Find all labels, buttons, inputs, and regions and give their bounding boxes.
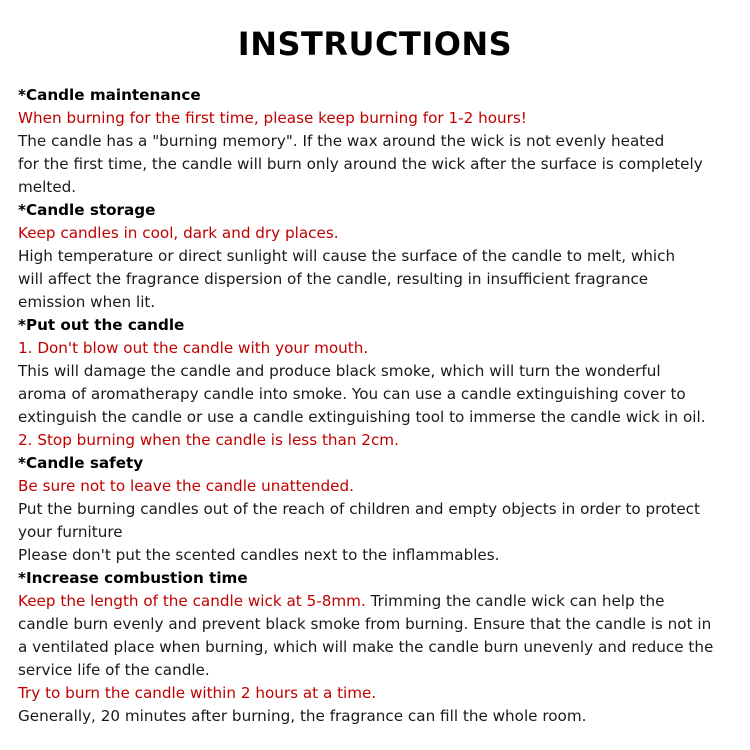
put-out-text-line: extinguish the candle or use a candle extinguishing tool to immerse the candle wick in oil. xyxy=(18,408,706,426)
combustion-emphasis: Try to burn the candle within 2 hours at a time. xyxy=(18,684,377,702)
combustion-emphasis: Keep the length of the candle wick at 5-8mm. xyxy=(18,592,366,610)
section-heading-maintenance: *Candle maintenance xyxy=(18,86,201,104)
instructions-body xyxy=(18,84,746,728)
section-heading-storage: *Candle storage xyxy=(18,201,156,219)
section-heading-put-out: *Put out the candle xyxy=(18,316,185,334)
maintenance-text-line: The candle has a "burning memory". If the wax around the wick is not evenly heated xyxy=(18,132,665,150)
section-heading-safety: *Candle safety xyxy=(18,454,144,472)
storage-text-line: will affect the fragrance dispersion of the candle, resulting in insufficient fragrance xyxy=(18,270,649,288)
safety-text-line: Please don't put the scented candles next to the inflammables. xyxy=(18,546,500,564)
storage-text-line: High temperature or direct sunlight will cause the surface of the candle to melt, which xyxy=(18,247,676,265)
put-out-text-line: aroma of aromatherapy candle into smoke. You can use a candle extinguishing cover to xyxy=(18,385,686,403)
maintenance-text-line: melted. xyxy=(18,178,77,196)
put-out-emphasis: 2. Stop burning when the candle is less than 2cm. xyxy=(18,431,399,449)
safety-text-line: Put the burning candles out of the reach of children and empty objects in order to protect xyxy=(18,500,700,518)
put-out-text-line: This will damage the candle and produce black smoke, which will turn the wonderful xyxy=(18,362,661,380)
safety-text-line: your furniture xyxy=(18,523,123,541)
put-out-emphasis: 1. Don't blow out the candle with your mouth. xyxy=(18,339,369,357)
safety-emphasis: Be sure not to leave the candle unattended. xyxy=(18,477,354,495)
combustion-text-line: candle burn evenly and prevent black smoke from burning. Ensure that the candle is not in xyxy=(18,615,712,633)
maintenance-emphasis: When burning for the first time, please keep burning for 1-2 hours! xyxy=(18,109,527,127)
combustion-text-inline: Trimming the candle wick can help the xyxy=(365,592,665,610)
maintenance-text-line: for the first time, the candle will burn only around the wick after the surface is completely xyxy=(18,155,703,173)
combustion-mixed-line xyxy=(18,590,746,613)
storage-text-line: emission when lit. xyxy=(18,293,156,311)
page-title: INSTRUCTIONS xyxy=(237,25,513,63)
combustion-text-line: service life of the candle. xyxy=(18,661,210,679)
storage-emphasis: Keep candles in cool, dark and dry places. xyxy=(18,224,339,242)
combustion-text-line: a ventilated place when burning, which will make the candle burn unevenly and reduce the xyxy=(18,638,714,656)
combustion-text-line: Generally, 20 minutes after burning, the fragrance can fill the whole room. xyxy=(18,707,587,725)
section-heading-combustion: *Increase combustion time xyxy=(18,569,248,587)
